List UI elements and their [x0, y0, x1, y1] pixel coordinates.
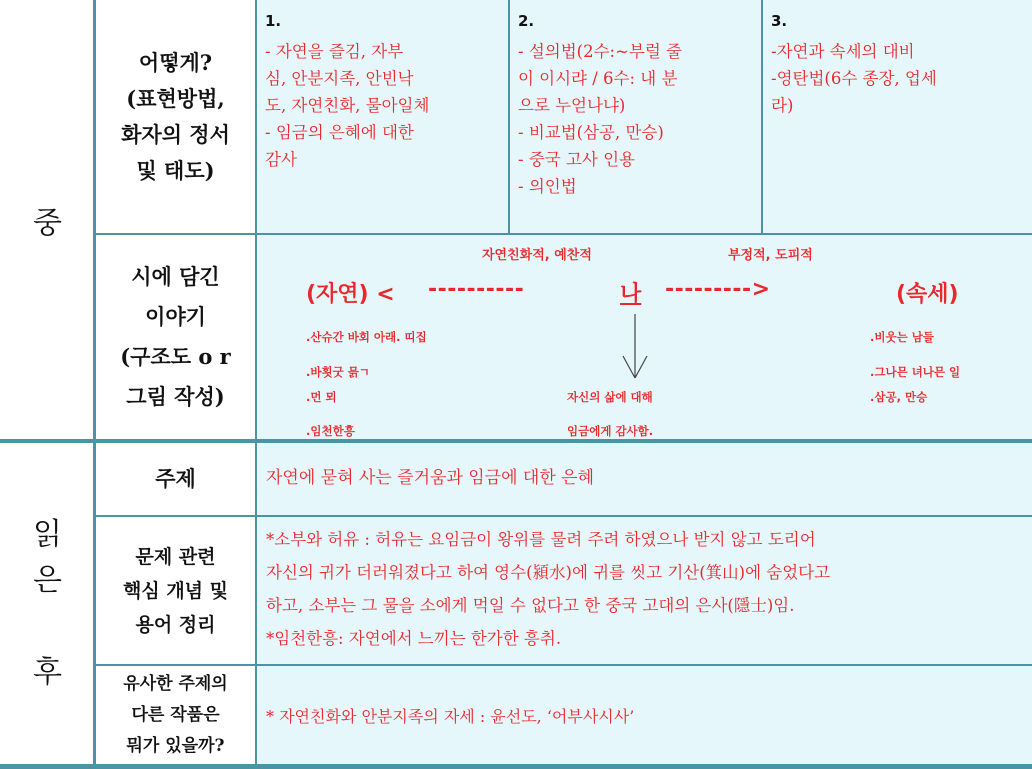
- nature-item: .임천한흥: [306, 424, 355, 438]
- how-col3-line: -영탄법(6수 종장, 업세: [771, 69, 937, 88]
- world-item: .비웃는 남들: [870, 330, 934, 344]
- theme-text: 자연에 묻혀 사는 즐거움과 임금에 대한 은혜: [266, 468, 595, 488]
- how-col2-line: - 비교법(삼공, 만승): [518, 123, 664, 142]
- center-item: 자신의 삶에 대해: [567, 390, 653, 404]
- dashes-left: ----------: [428, 277, 525, 302]
- concepts-line: 자신의 귀가 더러워졌다고 하여 영수(潁水)에 귀를 씻고 기산(箕山)에 숨었다고: [266, 563, 831, 582]
- how-col2-line: - 설의법(2수:~부럴 줄: [518, 42, 682, 61]
- how-column-3: [763, 0, 1032, 119]
- world-word: (속세): [896, 282, 959, 307]
- down-arrow-icon: [620, 312, 650, 382]
- nature-word: (자연) <: [306, 282, 395, 307]
- concepts-line: *소부와 허유 : 허유는 요임금이 왕위를 물려 주려 하였으나 받지 않고 도리어: [266, 530, 816, 549]
- story-top-right: 부정적, 도피적: [728, 248, 813, 263]
- theme-label: 주제: [155, 466, 196, 491]
- concepts-line: *임천한흥: 자연에서 느끼는 한가한 흥취.: [266, 629, 562, 648]
- section-middle-label: 중: [33, 205, 62, 241]
- how-col1-line: 심, 안분지족, 안빈낙: [265, 69, 414, 88]
- dashes-right: --------->: [665, 277, 771, 302]
- column-number: 1.: [265, 12, 282, 30]
- column-number: 2.: [518, 12, 535, 30]
- story-label: 시에 담긴 이야기 (구조도 o r 그림 작성): [120, 264, 231, 409]
- concepts-line: 하고, 소부는 그 물을 소에게 먹일 수 없다고 한 중국 고대의 은사(隱士)임.: [266, 596, 795, 615]
- how-col3-line: 라): [771, 96, 794, 115]
- similar-text: * 자연친화와 안분지족의 자세 : 윤선도, ‘어부사시사’: [266, 707, 635, 726]
- bottom-border: [0, 764, 1032, 769]
- concepts-label: 문제 관련 핵심 개념 및 용어 정리: [123, 545, 228, 636]
- how-col1-line: 도, 자연친화, 물아일체: [265, 96, 430, 115]
- nature-item: .먼 뫼: [306, 390, 337, 404]
- how-col2-line: 이 이시랴 / 6수: 내 분: [518, 69, 678, 88]
- concepts-text: [266, 523, 830, 655]
- how-col1-line: - 임금의 은혜에 대한: [265, 123, 414, 142]
- section-after-label: 읽 은 후: [33, 516, 62, 690]
- how-col1-line: - 자연을 즐김, 자부: [265, 42, 404, 61]
- nature-item: .바횟굿 믉ㄱ: [306, 365, 370, 379]
- how-column-2: [510, 0, 761, 200]
- how-col2-line: - 의인법: [518, 177, 577, 196]
- how-label: 어떻게? (표현방법, 화자의 정서 및 태도): [121, 49, 230, 183]
- how-col2-line: - 중국 고사 인용: [518, 150, 635, 169]
- nature-item: .산슈간 바회 아래. 띠집: [306, 330, 427, 344]
- world-item: .삼공, 만승: [870, 390, 928, 404]
- story-top-left: 자연친화적, 예찬적: [482, 248, 592, 263]
- similar-label: 유사한 주제의 다른 작품은 뭐가 있을까?: [123, 673, 228, 756]
- how-col1-line: 감사: [265, 150, 297, 169]
- how-col3-line: -자연과 속세의 대비: [771, 42, 915, 61]
- column-number: 3.: [771, 12, 788, 30]
- center-item: 임금에게 감사함.: [567, 424, 654, 438]
- me-word: 나: [620, 282, 642, 307]
- world-item: .그나믄 녀나믄 일: [870, 365, 961, 379]
- how-col2-line: 으로 누얻나냐): [518, 96, 626, 115]
- how-column-1: [257, 0, 508, 173]
